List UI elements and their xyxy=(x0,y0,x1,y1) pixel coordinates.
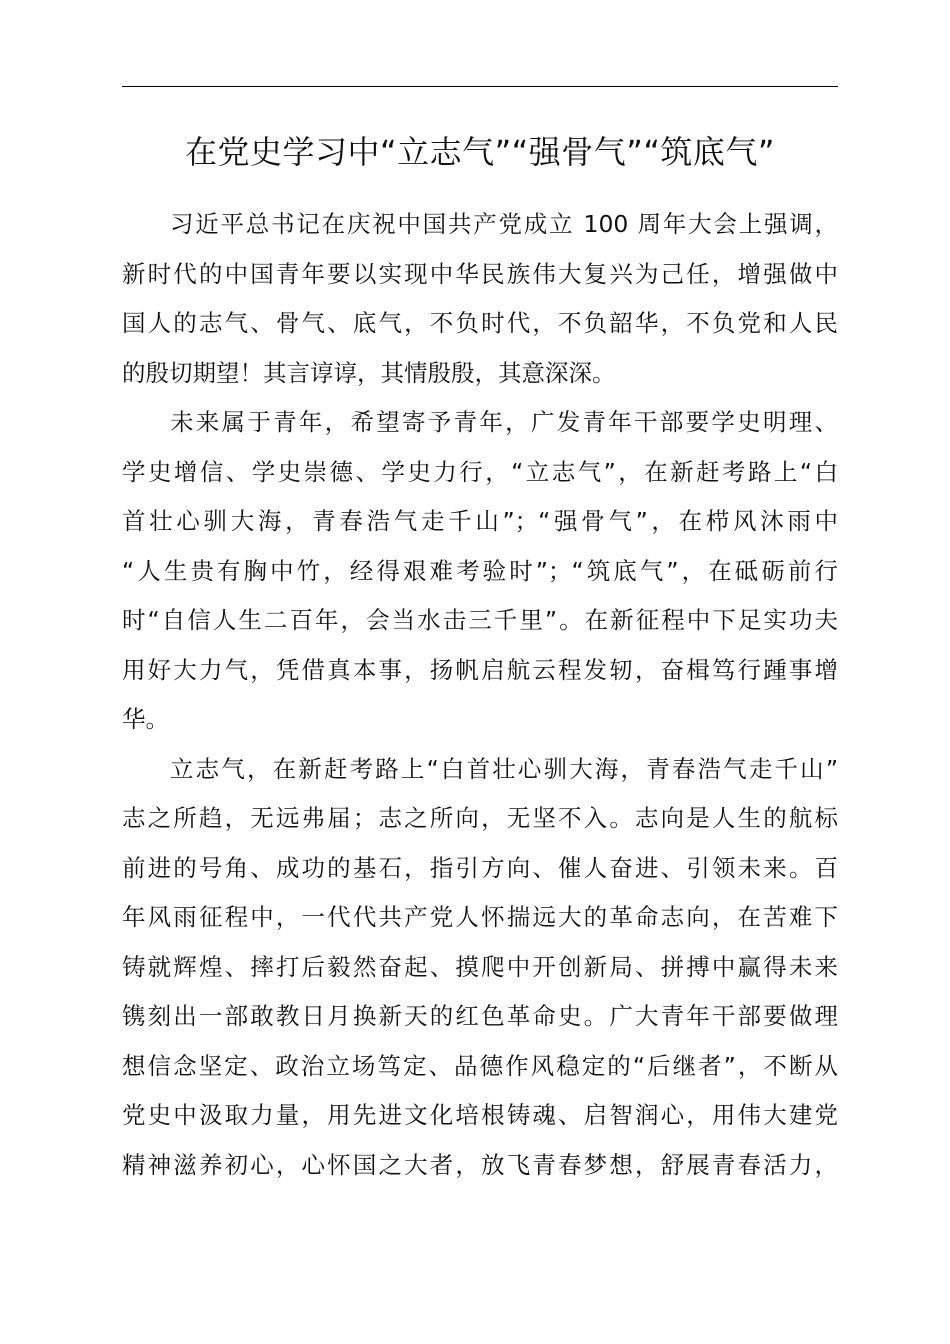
document-body xyxy=(122,200,838,1190)
paragraph-line: 的殷切期望！其言谆谆，其情殷殷，其意深深。 xyxy=(122,358,616,387)
paragraph-3 xyxy=(122,745,838,1191)
paragraph-line: 新时代的中国青年要以实现中华民族伟大复兴为己任，增强做中 xyxy=(122,259,838,288)
paragraph-1 xyxy=(122,200,838,398)
paragraph-line: 学史增信、学史崇德、学史力行，“立志气”，在新赶考路上“白 xyxy=(122,457,838,486)
paragraph-line: 精神滋养初心，心怀国之大者，放飞青春梦想，舒展青春活力， xyxy=(122,1150,838,1179)
paragraph-line: 党史中汲取力量，用先进文化培根铸魂、启智润心，用伟大建党 xyxy=(122,1101,838,1129)
paragraph-line: 国人的志气、骨气、底气，不负时代，不负韶华，不负党和人民 xyxy=(122,309,838,337)
paragraph-line: 未来属于青年，希望寄予青年，广发青年干部要学史明理、 xyxy=(170,408,838,436)
paragraph-line: 首壮心驯大海，青春浩气走千山”；“强骨气”，在栉风沐雨中 xyxy=(122,507,838,535)
paragraph-line: 想信念坚定、政治立场笃定、品德作风稳定的“后继者”，不断从 xyxy=(122,1051,838,1080)
paragraph-line: 立志气，在新赶考路上“白首壮心驯大海，青春浩气走千山” xyxy=(170,754,838,783)
paragraph-line: 年风雨征程中，一代代共产党人怀揣远大的革命志向，在苦难下 xyxy=(122,903,838,931)
paragraph-2 xyxy=(122,398,838,745)
paragraph-line: 习近平总书记在庆祝中国共产党成立 100 周年大会上强调， xyxy=(170,210,838,238)
paragraph-line: 志之所趋，无远弗届；志之所向，无坚不入。志向是人生的航标 xyxy=(122,804,838,832)
document-title: 在党史学习中“立志气”“强骨气”“筑底气” xyxy=(185,133,775,171)
paragraph-line: 时“自信人生二百年，会当水击三千里”。在新征程中下足实功夫 xyxy=(122,606,838,634)
paragraph-line: 华。 xyxy=(122,705,169,733)
header-rule xyxy=(122,86,838,87)
paragraph-line: 前进的号角、成功的基石，指引方向、催人奋进、引领未来。百 xyxy=(122,853,838,882)
paragraph-line: 镌刻出一部敢教日月换新天的红色革命史。广大青年干部要做理 xyxy=(122,1002,838,1030)
paragraph-line: 铸就辉煌、摔打后毅然奋起、摸爬中开创新局、拼搏中赢得未来 xyxy=(122,952,838,981)
paragraph-line: 用好大力气，凭借真本事，扬帆启航云程发轫，奋楫笃行踵事增 xyxy=(122,655,838,684)
paragraph-line: “人生贵有胸中竹，经得艰难考验时”；“筑底气”，在砥砺前行 xyxy=(122,556,838,585)
